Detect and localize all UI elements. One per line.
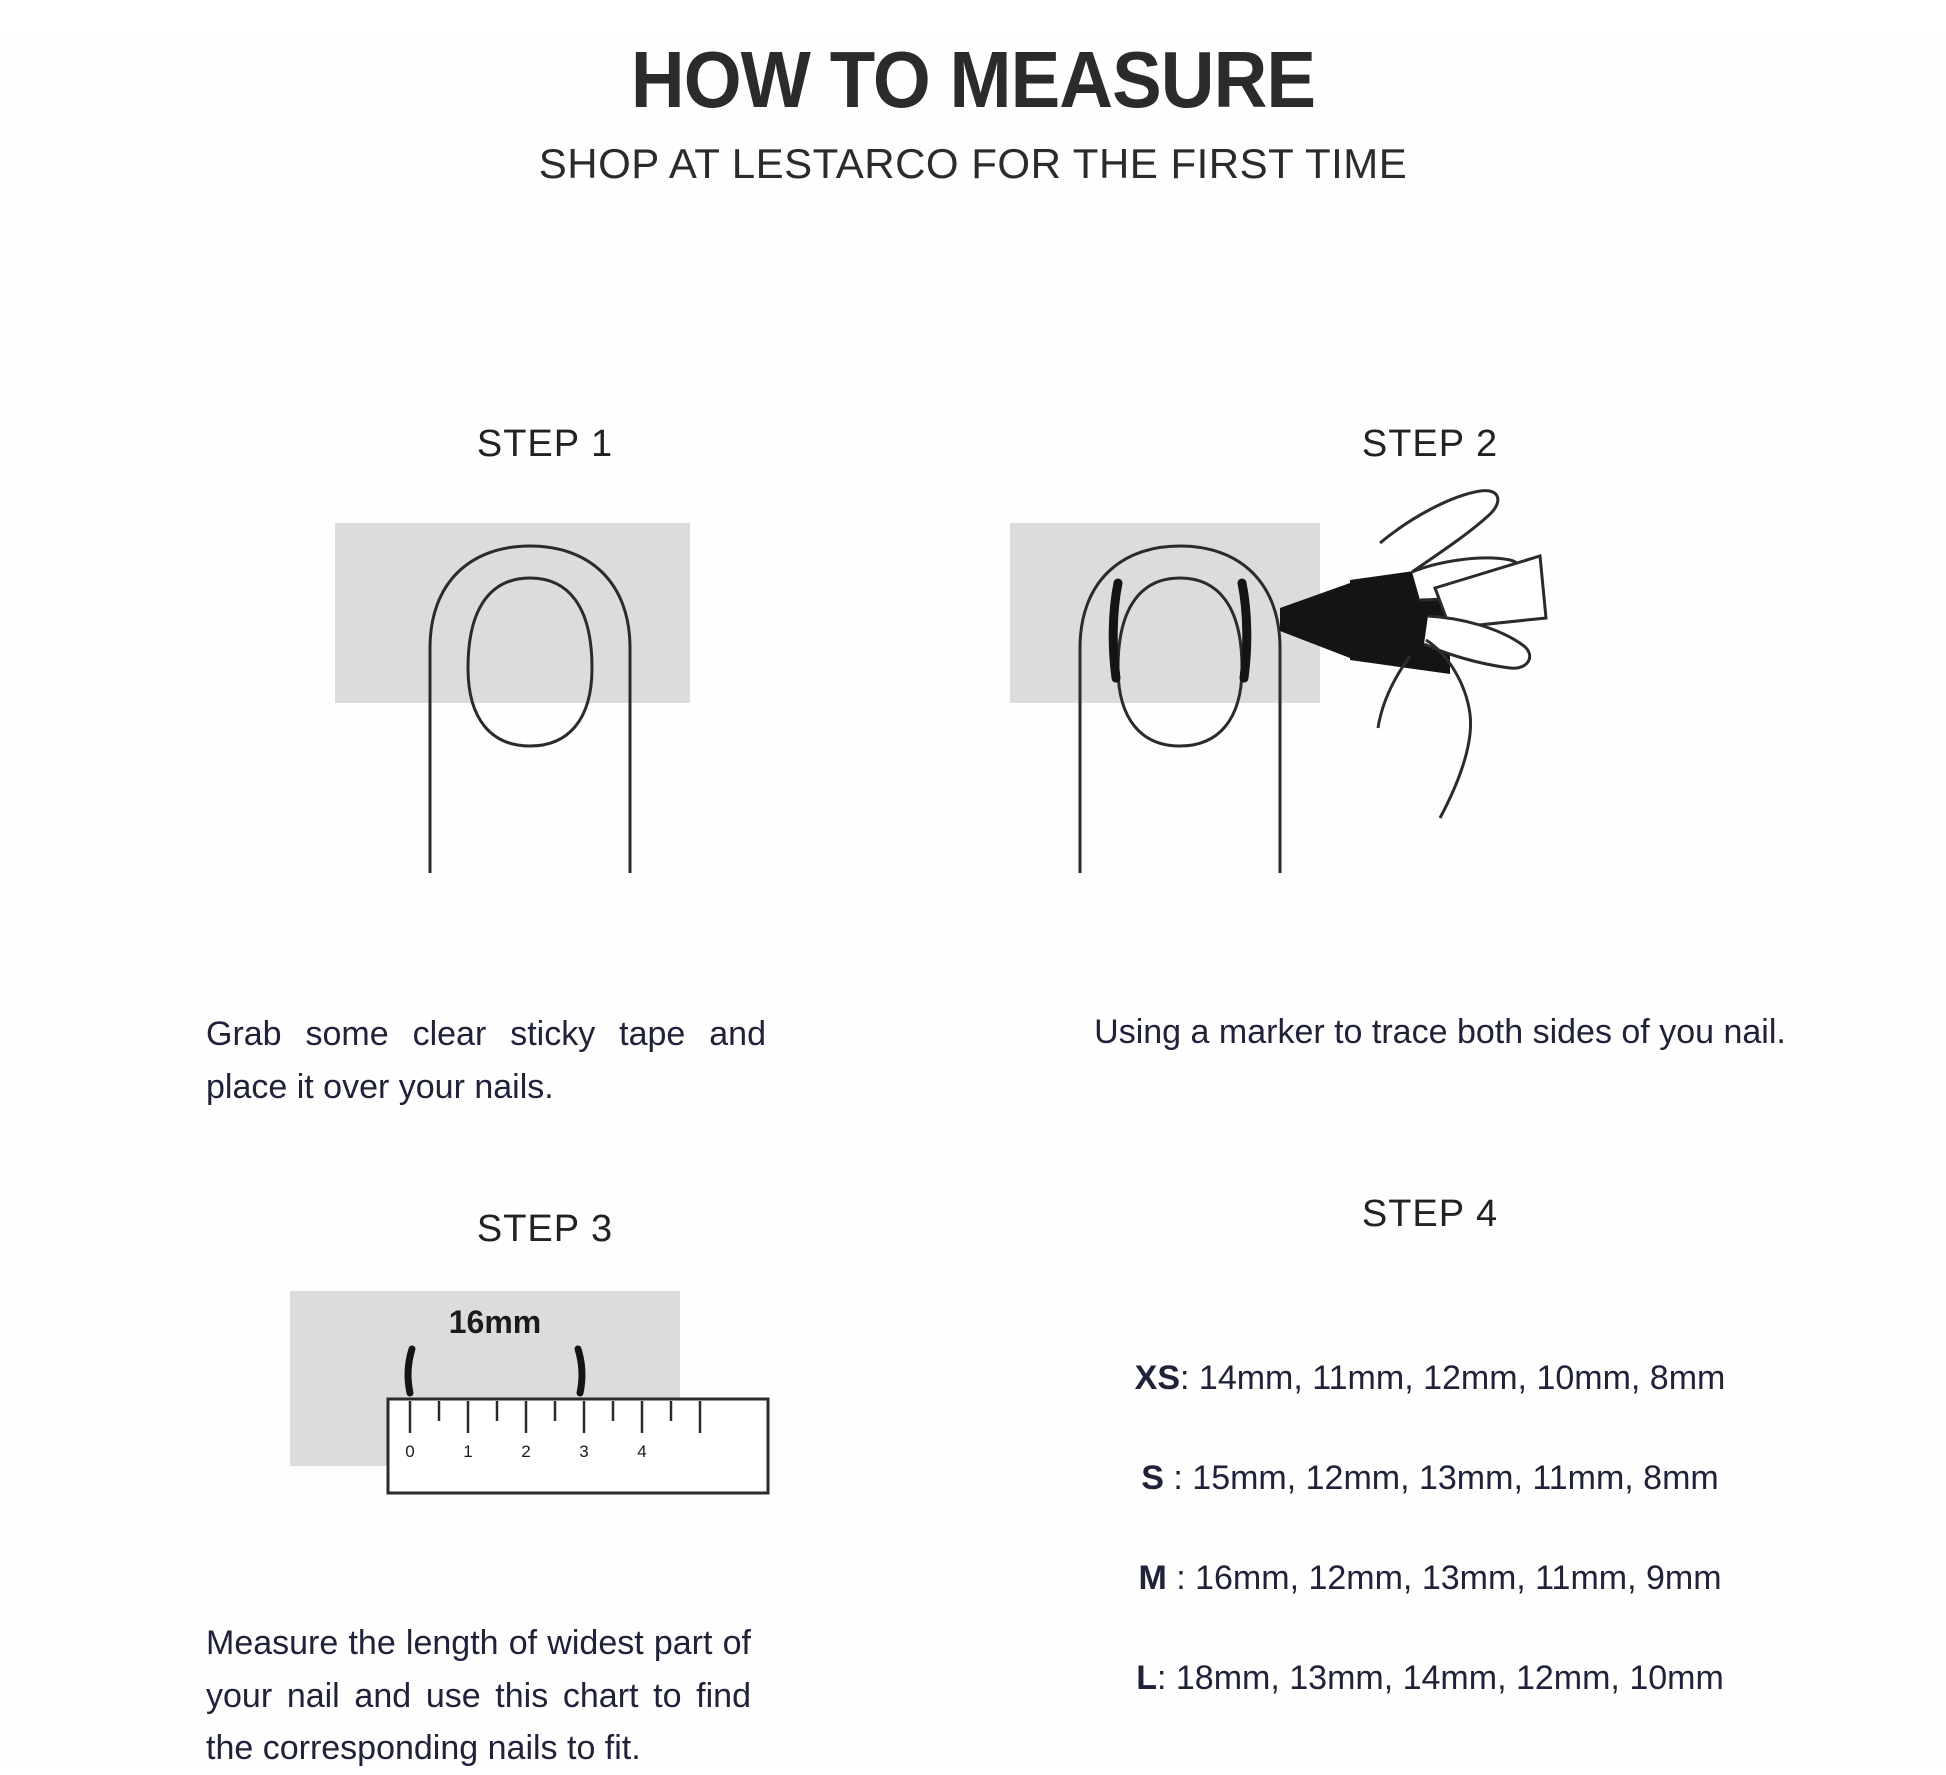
size-row	[980, 1561, 1880, 1595]
step-2-cell	[980, 423, 1880, 1059]
step-1-cell	[130, 423, 960, 1113]
ruler-measure-graphic	[130, 1281, 960, 1561]
step-4-label: STEP 4	[1361, 1193, 1499, 1235]
svg-text:1: 1	[463, 1442, 473, 1461]
page-title: HOW TO MEASURE	[630, 35, 1316, 124]
size-name: XS	[1134, 1359, 1180, 1397]
size-values: 14mm, 11mm, 12mm, 10mm, 8mm	[1198, 1359, 1726, 1397]
size-chart	[980, 1361, 1880, 1695]
step-3-caption: Measure the length of widest part of your nail and use this chart to find the corresponding nails to fit.	[206, 1624, 751, 1768]
marker-tracing-nail-graphic	[980, 488, 1880, 918]
size-values: 18mm, 13mm, 14mm, 12mm, 10mm	[1175, 1659, 1724, 1697]
size-separator: :	[1163, 1459, 1193, 1497]
how-to-measure-infographic	[0, 34, 1946, 1766]
svg-text:2: 2	[521, 1442, 531, 1461]
step-2-label: STEP 2	[1361, 423, 1499, 465]
step-2-illustration	[980, 488, 1880, 918]
page-subtitle: SHOP AT LESTARCO FOR THE FIRST TIME	[538, 140, 1408, 187]
step-3-illustration	[130, 1281, 960, 1561]
svg-text:3: 3	[579, 1442, 589, 1461]
size-values: 15mm, 12mm, 13mm, 11mm, 8mm	[1192, 1459, 1719, 1497]
size-row	[980, 1461, 1880, 1495]
size-name: S	[1141, 1459, 1164, 1497]
size-name: L	[1136, 1659, 1157, 1697]
step-3-cell	[130, 1208, 960, 1775]
step-4-cell	[980, 1193, 1880, 1761]
step-1-illustration	[130, 488, 960, 918]
step-3-label: STEP 3	[476, 1208, 614, 1250]
size-name: M	[1138, 1559, 1167, 1597]
size-values: 16mm, 12mm, 13mm, 11mm, 9mm	[1195, 1559, 1722, 1597]
step-2-caption: Using a marker to trace both sides of you nail.	[1094, 1013, 1786, 1051]
size-separator: :	[1156, 1659, 1176, 1697]
size-separator: :	[1166, 1559, 1196, 1597]
size-row	[980, 1361, 1880, 1395]
step-1-label: STEP 1	[476, 423, 614, 465]
size-row	[980, 1661, 1880, 1695]
svg-text:4: 4	[637, 1442, 647, 1461]
size-separator: :	[1180, 1359, 1199, 1397]
step-1-caption: Grab some clear sticky tape and place it over your nails.	[206, 1015, 766, 1106]
svg-text:16mm: 16mm	[448, 1304, 542, 1340]
svg-text:0: 0	[405, 1442, 415, 1461]
finger-with-tape-graphic	[130, 488, 960, 918]
